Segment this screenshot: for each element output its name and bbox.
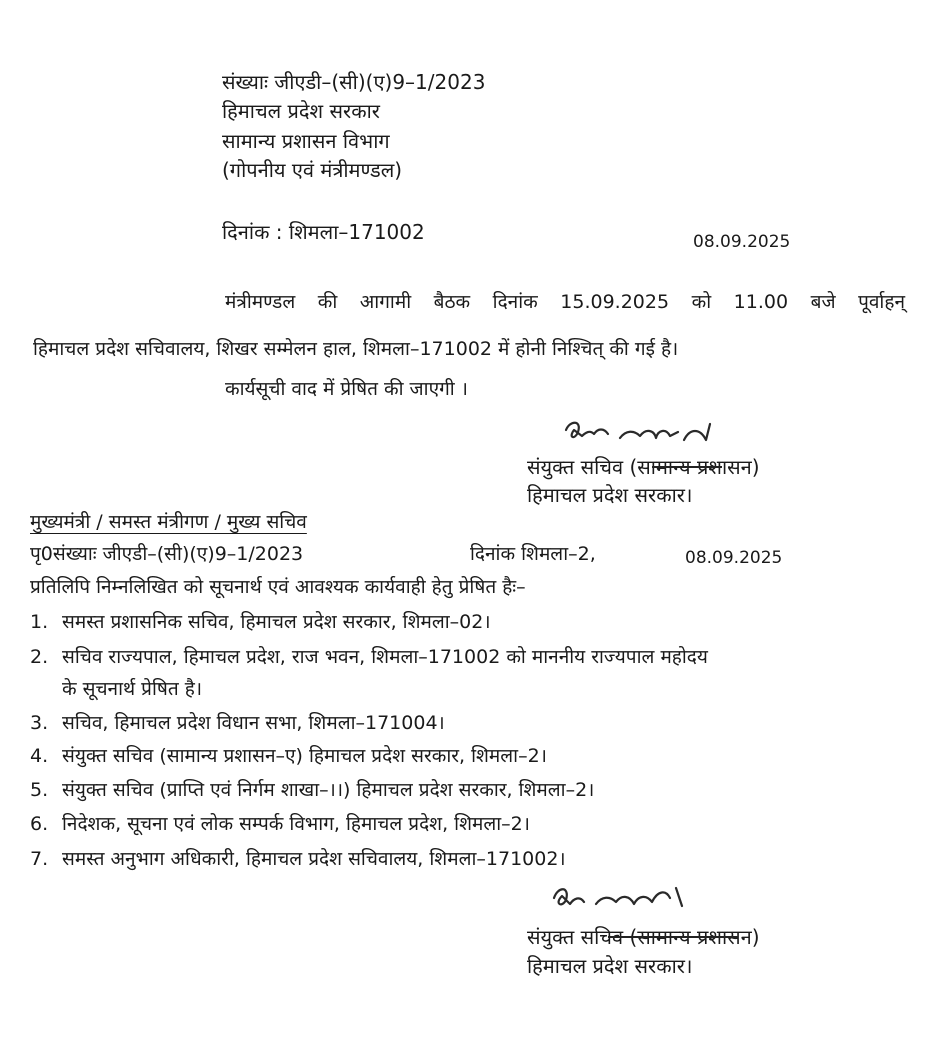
list-item-continuation: के सूचनार्थ प्रेषित है।: [62, 678, 203, 700]
signature-2-mark: [548, 876, 708, 920]
copy-intro: प्रतिलिपि निम्नलिखित को सूचनार्थ एवं आवश्यक कार्यवाही हेतु प्रेषित हैः–: [30, 576, 526, 598]
list-item: 3. सचिव, हिमाचल प्रदेश विधान सभा, शिमला–171004।: [30, 712, 445, 734]
signature-1-mark: [560, 410, 750, 454]
addressees-line: मुख्यमंत्री / समस्त मंत्रीगण / मुख्य सचिव: [30, 511, 307, 533]
list-item: 2. सचिव राज्यपाल, हिमाचल प्रदेश, राज भवन, शिमला–171002 को माननीय राज्यपाल महोदय: [30, 646, 708, 668]
paragraph-line-1: मंत्रीमण्डल की आगामी बैठक दिनांक 15.09.2025 को 11.00 बजे पूर्वाहन्: [225, 291, 905, 313]
list-item: 7. समस्त अनुभाग अधिकारी, हिमाचल प्रदेश सचिवालय, शिमला–171002।: [30, 848, 566, 870]
letter-number: संख्याः जीएडी–(सी)(ए)9–1/2023: [222, 70, 486, 94]
section-name: (गोपनीय एवं मंत्रीमण्डल): [222, 158, 403, 182]
dateline-date: 08.09.2025: [693, 232, 791, 252]
list-item: 5. संयुक्त सचिव (प्राप्ति एवं निर्गम शाखा–।।) हिमाचल प्रदेश सरकार, शिमला–2।: [30, 779, 595, 801]
dateline-place: दिनांक : शिमला–171002: [222, 220, 425, 244]
endorsement-place: दिनांक शिमला–2,: [470, 543, 596, 565]
list-item: 4. संयुक्त सचिव (सामान्य प्रशासन–ए) हिमाचल प्रदेश सरकार, शिमला–2।: [30, 745, 547, 767]
list-item: 1. समस्त प्रशासनिक सचिव, हिमाचल प्रदेश सरकार, शिमला–02।: [30, 611, 491, 633]
paragraph-line-2: हिमाचल प्रदेश सचिवालय, शिखर सम्मेलन हाल, शिमला–171002 में होनी निश्चित् की गई है।: [33, 338, 679, 360]
department-name: सामान्य प्रशासन विभाग: [222, 129, 390, 153]
signature-1-government: हिमाचल प्रदेश सरकार।: [527, 483, 693, 507]
endorsement-date: 08.09.2025: [685, 548, 783, 568]
signature-2-strike: [608, 936, 738, 938]
government-name: हिमाचल प्रदेश सरकार: [222, 99, 380, 123]
paragraph-line-3: कार्यसूची वाद में प्रेषित की जाएगी ।: [225, 378, 468, 400]
signature-2-government: हिमाचल प्रदेश सरकार।: [527, 954, 693, 978]
signature-1-strike: [652, 466, 722, 468]
endorsement-number: पृ0संख्याः जीएडी–(सी)(ए)9–1/2023: [30, 543, 304, 565]
list-item: 6. निदेशक, सूचना एवं लोक सम्पर्क विभाग, हिमाचल प्रदेश, शिमला–2।: [30, 813, 530, 835]
signature-1-designation: संयुक्त सचिव (सामान्य प्रशासन): [527, 455, 760, 479]
signature-2-designation: संयुक्त सचिव (सामान्य प्रशासन): [527, 925, 760, 949]
